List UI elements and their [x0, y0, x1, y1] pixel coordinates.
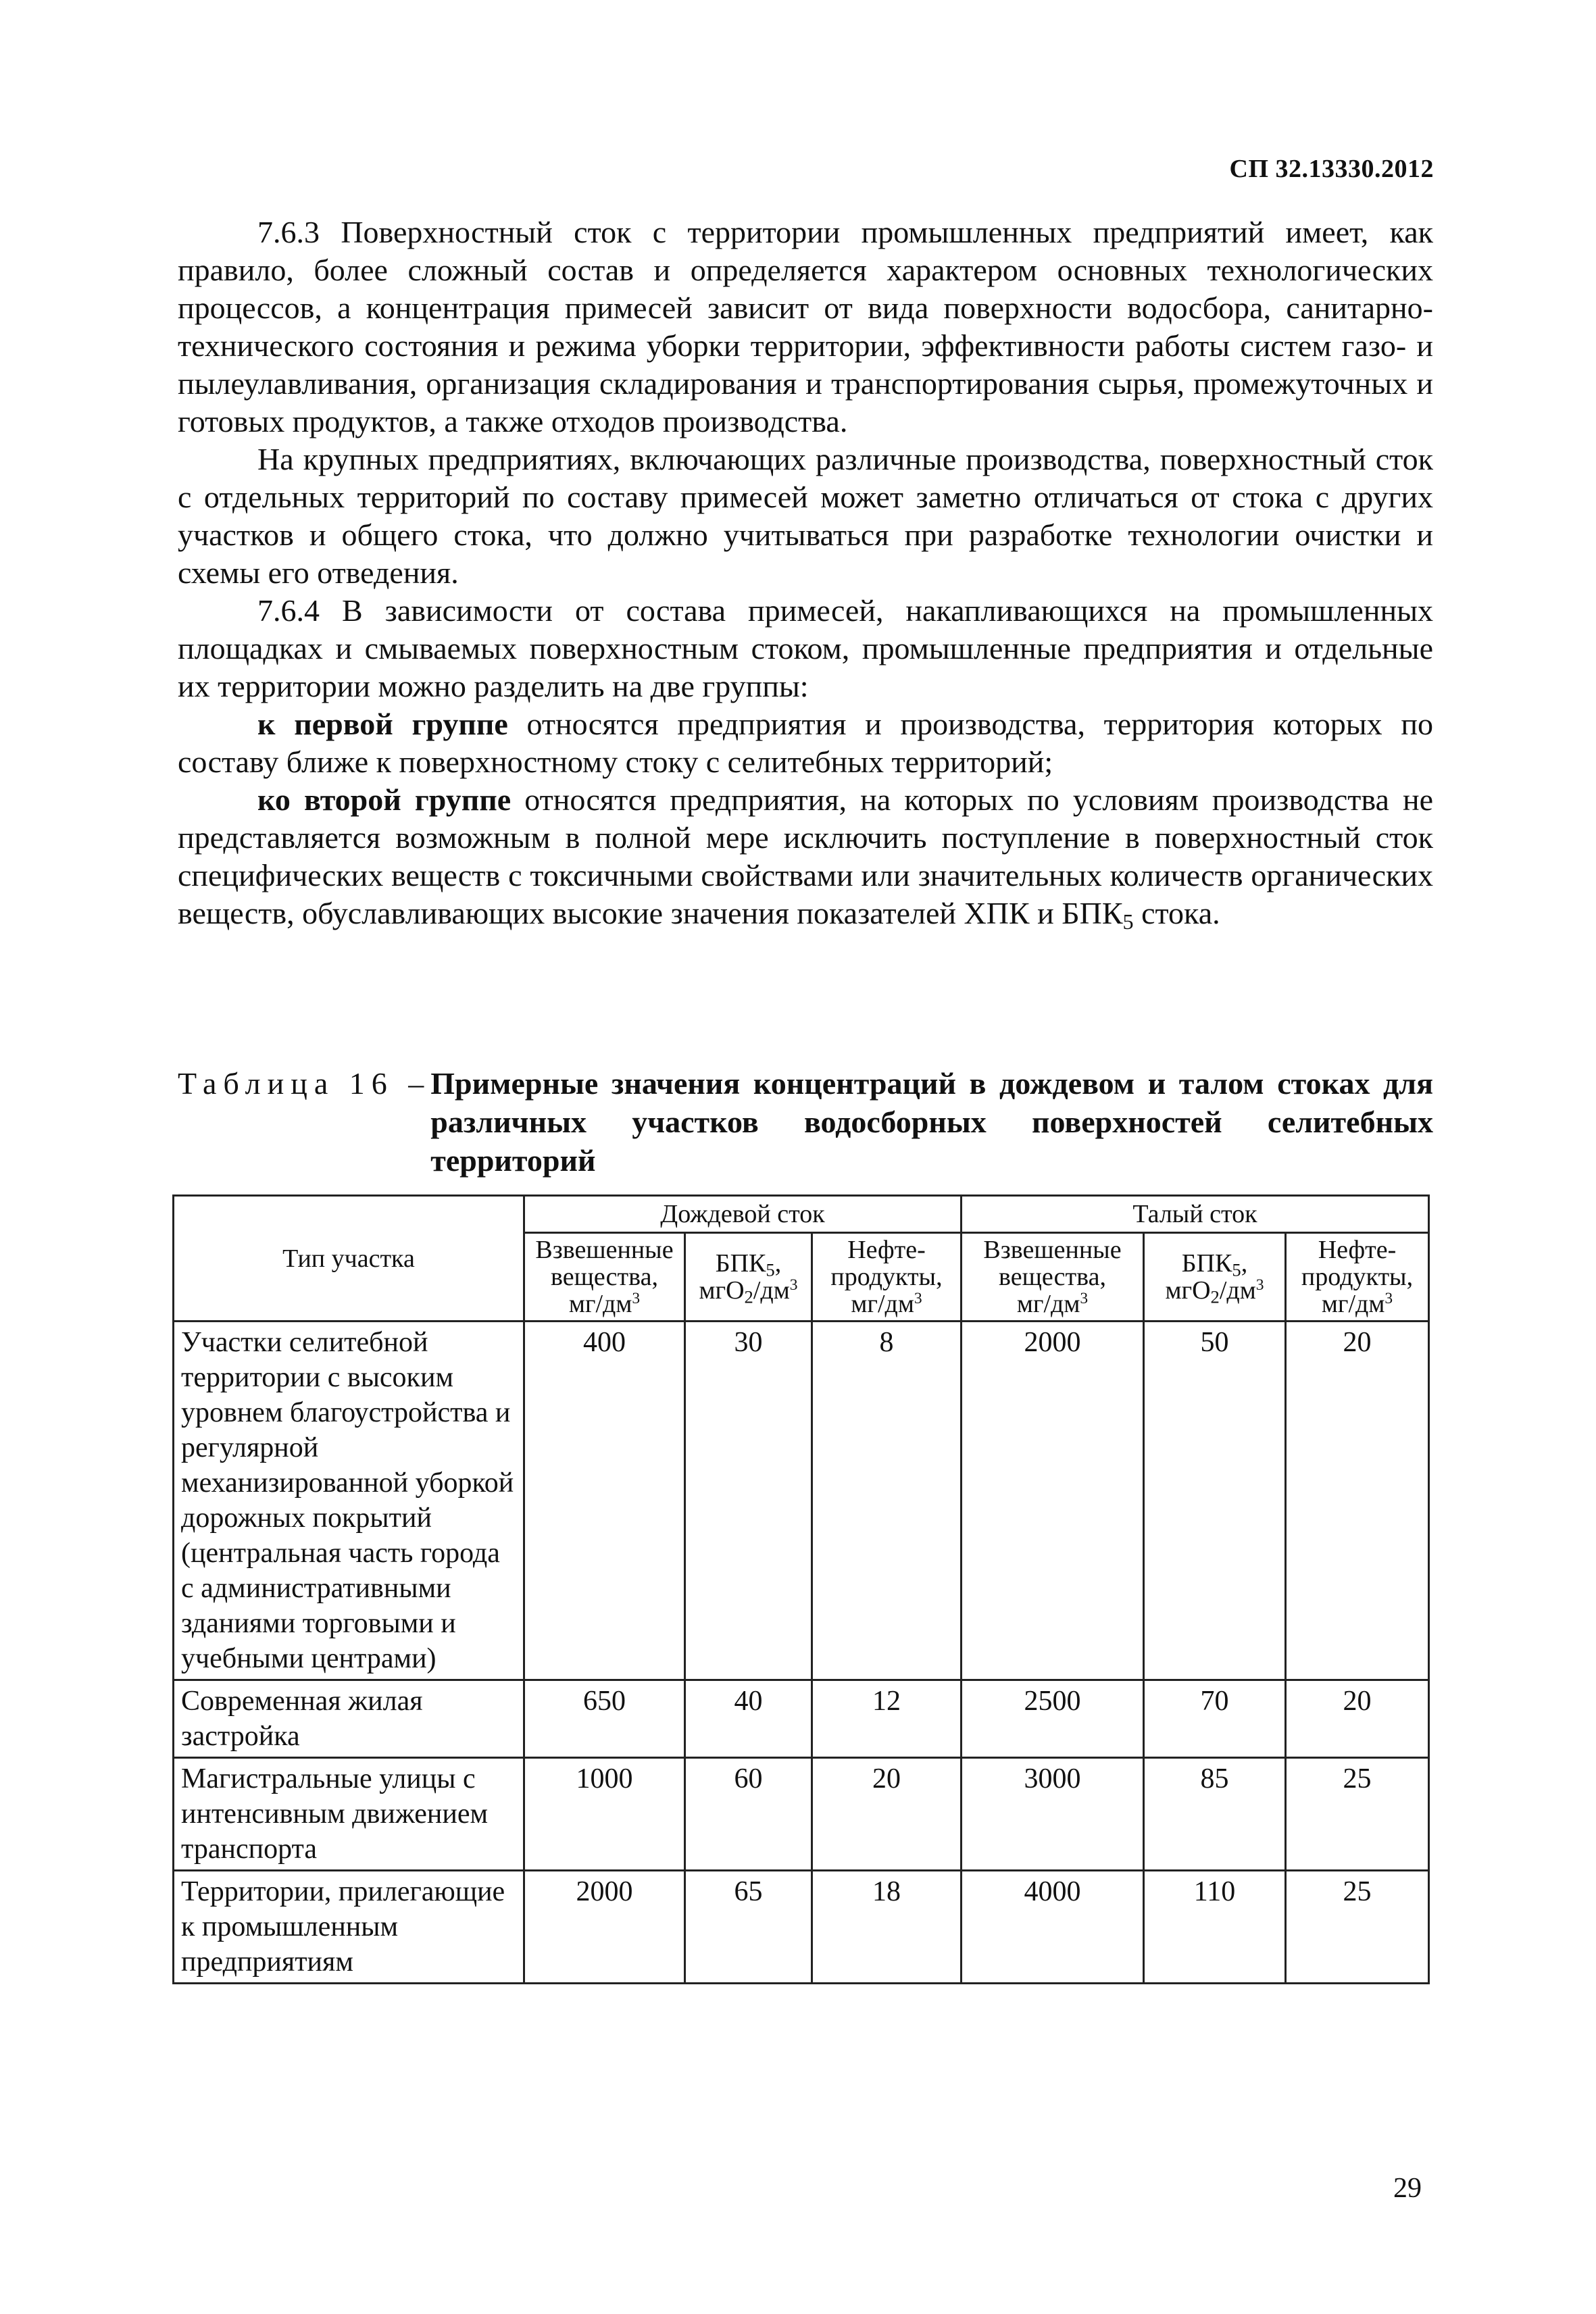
header-rain-bod: $БПК_5$, $мгO_2/дм^3$	[685, 1233, 812, 1322]
cell-rain-oil: 20	[812, 1758, 962, 1871]
cell-rain-oil: 18	[812, 1871, 962, 1984]
header-melt-bod: $БПК_5$, $мгO_2/дм^3$	[1144, 1233, 1286, 1322]
paragraph-group-1	[178, 705, 1433, 781]
cell-rain-bod: 60	[685, 1758, 812, 1871]
table-head	[174, 1196, 1429, 1322]
cell-melt-bod: 110	[1144, 1871, 1286, 1984]
paragraph-large-enterprises: На крупных предприятиях, включающих различные производства, поверхностный сток с отдельных территорий по составу примесей может заметно отличаться от стока с других участков и общего стока, что должно учитываться при разработке технологии очистки и схемы его отведения.	[178, 442, 1433, 590]
header-melt-runoff: Талый сток	[962, 1196, 1429, 1233]
cell-site-type: Территории, прилегающие к промышленным предприятиям	[174, 1871, 524, 1984]
table-row	[174, 1322, 1429, 1680]
table-caption-label: Таблица 16 –	[178, 1066, 431, 1101]
cell-melt-suspended: 2500	[962, 1680, 1144, 1758]
cell-melt-oil: 20	[1286, 1322, 1429, 1680]
cell-rain-oil: 12	[812, 1680, 962, 1758]
group-2-subscript: 5	[1122, 909, 1134, 934]
cell-melt-oil: 25	[1286, 1871, 1429, 1984]
cell-melt-suspended: 4000	[962, 1871, 1144, 1984]
table-body	[174, 1322, 1429, 1984]
paragraph-group-2	[178, 781, 1433, 932]
table-caption-title: Примерные значения концентраций в дождевом и талом стоках для различных участков водосборных поверхностей селитебных территорий	[430, 1066, 1433, 1178]
cell-rain-oil: 8	[812, 1322, 962, 1680]
group-1-lead: к первой группе	[257, 707, 508, 741]
cell-rain-bod: 65	[685, 1871, 812, 1984]
paragraph-7-6-4: 7.6.4 В зависимости от состава примесей, накапливающихся на промышленных площадках и смываемых поверхностным стоком, промышленные предприятия и отдельные их территории можно разделить на две группы:	[178, 593, 1433, 703]
header-melt-suspended: Взвешенные вещества, $мг/дм^3$	[962, 1233, 1144, 1322]
header-rain-suspended: Взвешенные вещества, $мг/дм^3$	[524, 1233, 685, 1322]
header-rain-oil: Нефте- продукты, $мг/дм^3$	[812, 1233, 962, 1322]
header-rain-runoff: Дождевой сток	[524, 1196, 962, 1233]
header-site-type: Тип участка	[174, 1196, 524, 1322]
cell-rain-suspended: 400	[524, 1322, 685, 1680]
cell-rain-suspended: 1000	[524, 1758, 685, 1871]
concentration-table	[172, 1194, 1430, 1984]
cell-melt-suspended: 3000	[962, 1758, 1144, 1871]
cell-melt-bod: 50	[1144, 1322, 1286, 1680]
group-2-text: относятся предприятия, на которых по условиям производства не представляется возможным в полной мере исключить поступление в поверхностный сток специфических веществ с токсичными свойствами или значительных количеств органических веществ, обуславливающих высокие значения показателей ХПК и БПК	[178, 782, 1433, 930]
header-melt-oil: Нефте- продукты, $мг/дм^3$	[1286, 1233, 1429, 1322]
cell-melt-bod: 70	[1144, 1680, 1286, 1758]
cell-melt-bod: 85	[1144, 1758, 1286, 1871]
cell-site-type: Магистральные улицы с интенсивным движением транспорта	[174, 1758, 524, 1871]
cell-melt-oil: 20	[1286, 1680, 1429, 1758]
table-row	[174, 1871, 1429, 1984]
table-row	[174, 1758, 1429, 1871]
cell-site-type: Современная жилая застройка	[174, 1680, 524, 1758]
cell-melt-oil: 25	[1286, 1758, 1429, 1871]
group-2-tail: стока.	[1133, 896, 1220, 930]
body-text	[178, 213, 1433, 932]
paragraph-7-6-3: 7.6.3 Поверхностный сток с территории промышленных предприятий имеет, как правило, более сложный состав и определяется характером основных технологических процессов, а концентрация примесей зависит от вида поверхности водосбора, санитарно-технического состояния и режима уборки территории, эффективности работы систем газо- и пылеулавливания, организация складирования и транспортирования сырья, промежуточных и готовых продуктов, а также отходов производства.	[178, 215, 1433, 438]
cell-rain-suspended: 650	[524, 1680, 685, 1758]
cell-rain-suspended: 2000	[524, 1871, 685, 1984]
page-number: 29	[1393, 2173, 1422, 2204]
cell-rain-bod: 40	[685, 1680, 812, 1758]
cell-site-type: Участки селитебной территории с высоким уровнем благоустройства и регулярной механизированной уборкой дорожных покрытий (центральная часть города с административными зданиями торговыми и учебными центрами)	[174, 1322, 524, 1680]
group-1-text: относятся предприятия и производства, территория которых по составу ближе к поверхностному стоку с селитебных территорий;	[178, 707, 1433, 779]
table-group-header-row	[174, 1196, 1429, 1233]
cell-melt-suspended: 2000	[962, 1322, 1144, 1680]
document-code: СП 32.13330.2012	[1229, 155, 1434, 183]
cell-rain-bod: 30	[685, 1322, 812, 1680]
table-caption	[178, 1064, 1433, 1180]
table-row	[174, 1680, 1429, 1758]
group-2-lead: ко второй группе	[257, 782, 512, 817]
